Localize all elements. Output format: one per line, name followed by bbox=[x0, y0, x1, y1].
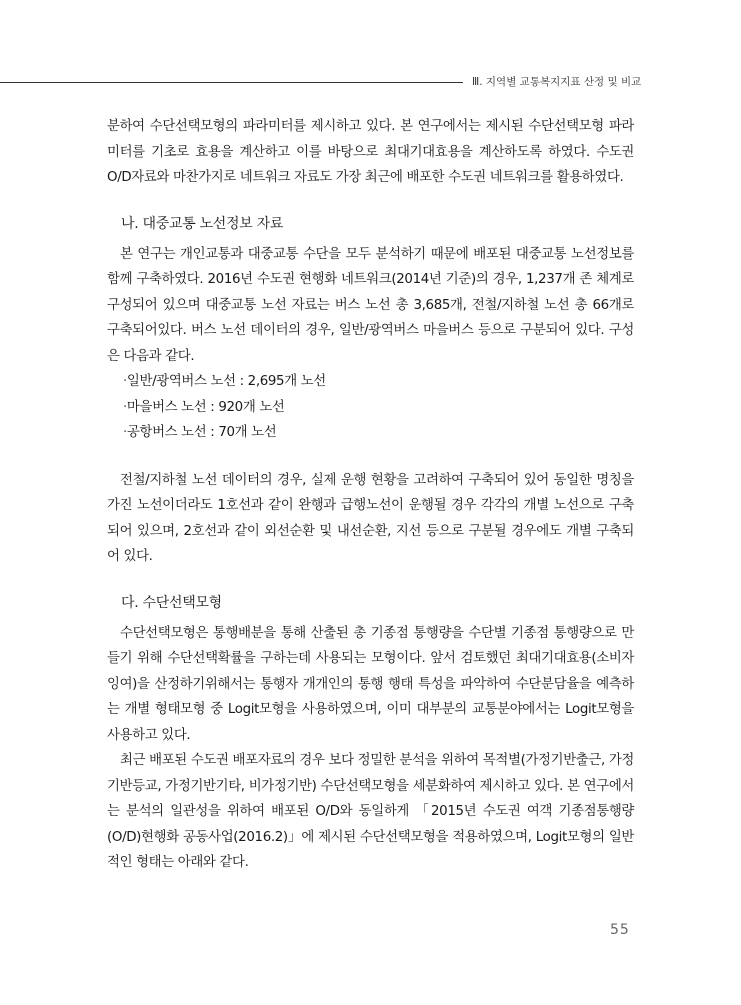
bullet-marker: · bbox=[123, 374, 127, 389]
list-item bbox=[107, 420, 634, 446]
list-item-text: 일반/광역버스 노선 : 2,695개 노선 bbox=[126, 374, 326, 389]
bullet-marker: · bbox=[123, 425, 127, 440]
list-item bbox=[107, 369, 634, 395]
paragraph-1: 분하여 수단선택모형의 파라미터를 제시하고 있다. 본 연구에서는 제시된 수단선택모형 파라미터를 기초로 효용을 계산하고 이를 바탕으로 최대기대효용을 계산하도록 하였다. 수도권 O/D자료와 마찬가지로 네트워크 자료도 가장 최근에 배포한 수도권 네트워크를 활용하였다. bbox=[107, 119, 634, 185]
bus-route-list bbox=[107, 369, 634, 446]
page-body bbox=[107, 114, 634, 876]
section-heading-na: 나. 대중교통 노선정보 자료 bbox=[121, 215, 284, 232]
list-item-text: 공항버스 노선 : 70개 노선 bbox=[126, 425, 277, 440]
paragraph-2: 본 연구는 개인교통과 대중교통 수단을 모두 분석하기 때문에 배포된 대중교통 노선정보를 함께 구축하였다. 2016년 수도권 현행화 네트워크(2014년 기준)의 경우, 1,237개 존 체계로 구성되어 있으며 대중교통 노선 자료는 버스 노선 총 3,685개, 전철/지하철 노선 총 66개로 구축되어있다. 버스 노선 데이터의 경우, 일반/광역버스 마을버스 등으로 구분되어 있다. 구성은 다음과 같다. bbox=[107, 246, 634, 364]
paragraph-4: 수단선택모형은 통행배분을 통해 산출된 총 기종점 통행량을 수단별 기종점 통행량으로 만들기 위해 수단선택확률을 구하는데 사용되는 모형이다. 앞서 검토했던 최대기대효용(소비자잉여)을 산정하기위해서는 통행자 개개인의 통행 행태 특성을 파악하여 수단분담율을 예측하는 개별 형태모형 중 Logit모형을 사용하였으며, 이미 대부분의 교통분야에서는 Logit모형을 사용하고 있다. bbox=[107, 625, 634, 743]
bullet-marker: · bbox=[123, 399, 127, 415]
paragraph-3: 전철/지하철 노선 데이터의 경우, 실제 운행 현황을 고려하여 구축되어 있어 동일한 명칭을 가진 노선이더라도 1호선과 같이 완행과 급행노선이 운행될 경우 각각의 개별 노선으로 구축되어 있으며, 2호선과 같이 외선순환 및 내선순환, 지선 등으로 구분될 경우에도 개별 구축되어 있다. bbox=[107, 472, 634, 564]
list-item bbox=[107, 395, 634, 421]
running-header: Ⅲ. 지역별 교통복지지표 산정 및 비교 bbox=[472, 76, 642, 88]
section-heading-da: 다. 수단선택모형 bbox=[121, 594, 222, 611]
page-number: 55 bbox=[610, 922, 630, 938]
list-item-text: 마을버스 노선 : 920개 노선 bbox=[126, 399, 285, 415]
paragraph-5: 최근 배포된 수도권 배포자료의 경우 보다 정밀한 분석을 위하여 목적별(가정기반출근, 가정기반등교, 가정기반기타, 비가정기반) 수단선택모형을 세분화하여 제시하고 있다. 본 연구에서는 분석의 일관성을 위하여 배포된 O/D와 동일하게 「2015년 수도권 여객 기종점통행량(O/D)현행화 공동사업(2016.2)」에 제시된 수단선택모형을 적용하였으며, Logit모형의 일반적인 형태는 아래와 같다. bbox=[107, 753, 634, 870]
header-rule bbox=[0, 82, 463, 83]
